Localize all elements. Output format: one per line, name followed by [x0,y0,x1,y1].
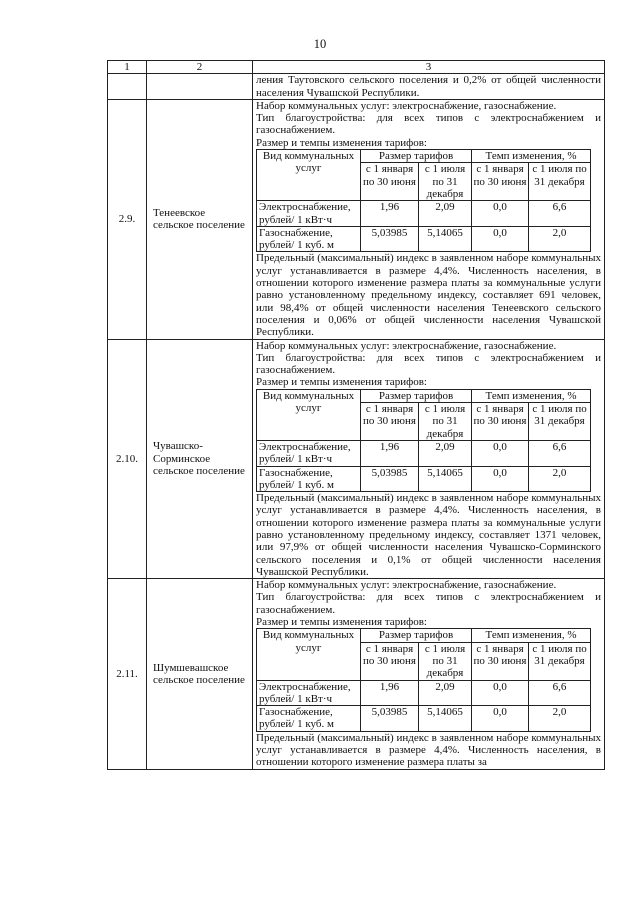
settlement-name: Тенеевское сельское поселение [147,99,253,339]
period-header: с 1 июля по 31 декабря [529,403,591,441]
settlement-name: Чувашско-Сорминское сельское поселение [147,339,253,579]
header-col-2: 2 [147,61,253,74]
tariff-row [257,680,591,706]
tariff-row [257,706,591,732]
tariff-row [257,440,591,466]
tariff-table [256,628,591,731]
row-number: 2.11. [108,579,147,769]
col-size-header: Размер тарифов [361,389,472,402]
tariff-value: 5,14065 [419,466,472,492]
tariff-value: 5,14065 [419,706,472,732]
summary-text: Предельный (максимальный) индекс в заявленном наборе коммунальных услуг устанавливается в размере 4,4%. Численность населения, в отношении которого изменение размера платы за [256,731,601,769]
tariff-value: 5,03985 [361,226,419,252]
rate-value: 6,6 [529,680,591,706]
table-row [108,99,605,339]
tariff-label: Газоснабжение, рублей/ 1 куб. м [257,226,361,252]
settlement-details [253,339,605,579]
rate-value: 0,0 [472,466,529,492]
tariff-value: 1,96 [361,680,419,706]
header-col-1: 1 [108,61,147,74]
period-header: с 1 июля по 31 декабря [529,163,591,201]
col-size-header: Размер тарифов [361,150,472,163]
intro-name [147,74,253,100]
settlement-name: Шумшевашское сельское поселение [147,579,253,769]
tariff-value: 1,96 [361,440,419,466]
tariff-label: Газоснабжение, рублей/ 1 куб. м [257,466,361,492]
tariffs-title: Размер и темпы изменения тарифов: [256,376,427,389]
period-header: с 1 января по 30 июня [472,163,529,201]
rate-value: 2,0 [529,706,591,732]
period-header: с 1 января по 30 июня [361,642,419,680]
improvement-text: Тип благоустройства: для всех типов с электроснабжением и газоснабжением. [256,591,601,616]
services-text: Набор коммунальных услуг: электроснабжение, газоснабжение. [256,99,557,112]
settlement-details [253,99,605,339]
table-row [108,339,605,579]
summary-text: Предельный (максимальный) индекс в заявленном наборе коммунальных услуг устанавливается в размере 4,4%. Численность населения, в отношении которого изменение размера платы за коммунальные услуги равно установленному предельному индексу, составляет 1371 человек, или 97,9% от общей численности населения Чувашско-Сорминского сельского поселения и 0,1% от общей численности населения Чувашской Республики. [256,492,601,578]
tariff-label: Электроснабжение, рублей/ 1 кВт·ч [257,680,361,706]
tariff-value: 5,03985 [361,706,419,732]
settlement-details [253,579,605,769]
intro-text: ления Таутовского сельского поселения и 0,2% от общей численности населения Чувашской Республики. [253,74,605,100]
tariffs-title: Размер и темпы изменения тарифов: [256,136,427,149]
header-row [108,61,605,74]
row-number: 2.9. [108,99,147,339]
summary-text: Предельный (максимальный) индекс в заявленном наборе коммунальных услуг устанавливается в размере 4,4%. Численность населения, в отношении которого изменение размера платы за коммунальные услуги равно установленному предельному индексу, составляет 691 человек, или 98,4% от общей численности населения Тенеевского сельского поселения и 0,06% от общей численности населения Чувашской Республики. [256,252,601,339]
rate-value: 6,6 [529,201,591,227]
tariff-value: 5,14065 [419,226,472,252]
period-header: с 1 января по 30 июня [472,403,529,441]
intro-num [108,74,147,100]
period-header: с 1 июля по 31 декабря [419,163,472,201]
rate-value: 0,0 [472,440,529,466]
col-kind-header: Вид коммунальных услуг [257,150,361,201]
rate-value: 0,0 [472,706,529,732]
improvement-text: Тип благоустройства: для всех типов с электроснабжением и газоснабжением. [256,351,601,377]
tariff-table [256,149,591,252]
tariff-value: 2,09 [419,201,472,227]
tariff-row [257,201,591,227]
tariffs-title: Размер и темпы изменения тарифов: [256,616,427,629]
period-header: с 1 января по 30 июня [361,403,419,441]
tariff-value: 2,09 [419,440,472,466]
main-table [107,60,605,770]
tariff-value: 5,03985 [361,466,419,492]
rate-value: 0,0 [472,680,529,706]
col-kind-header: Вид коммунальных услуг [257,629,361,680]
col-kind-header: Вид коммунальных услуг [257,389,361,440]
rate-value: 0,0 [472,201,529,227]
intro-row [108,74,605,100]
col-size-header: Размер тарифов [361,629,472,642]
page-number: 10 [313,37,327,51]
rate-value: 0,0 [472,226,529,252]
tariff-label: Электроснабжение, рублей/ 1 кВт·ч [257,440,361,466]
period-header: с 1 января по 30 июня [361,163,419,201]
period-header: с 1 июля по 31 декабря [419,642,472,680]
services-text: Набор коммунальных услуг: электроснабжение, газоснабжение. [256,579,557,592]
col-rate-header: Темп изменения, % [472,389,591,402]
tariff-value: 1,96 [361,201,419,227]
row-number: 2.10. [108,339,147,579]
improvement-text: Тип благоустройства: для всех типов с электроснабжением и газоснабжением. [256,112,601,137]
period-header: с 1 января по 30 июня [472,642,529,680]
tariff-label: Электроснабжение, рублей/ 1 кВт·ч [257,201,361,227]
rate-value: 2,0 [529,466,591,492]
rate-value: 2,0 [529,226,591,252]
tariff-row [257,466,591,492]
tariff-row [257,226,591,252]
services-text: Набор коммунальных услуг: электроснабжение, газоснабжение. [256,339,557,352]
col-rate-header: Темп изменения, % [472,629,591,642]
header-col-3: 3 [253,61,605,74]
tariff-table [256,389,591,492]
period-header: с 1 июля по 31 декабря [419,403,472,441]
tariff-label: Газоснабжение, рублей/ 1 куб. м [257,706,361,732]
tariff-value: 2,09 [419,680,472,706]
rate-value: 6,6 [529,440,591,466]
table-row [108,579,605,769]
col-rate-header: Темп изменения, % [472,150,591,163]
period-header: с 1 июля по 31 декабря [529,642,591,680]
